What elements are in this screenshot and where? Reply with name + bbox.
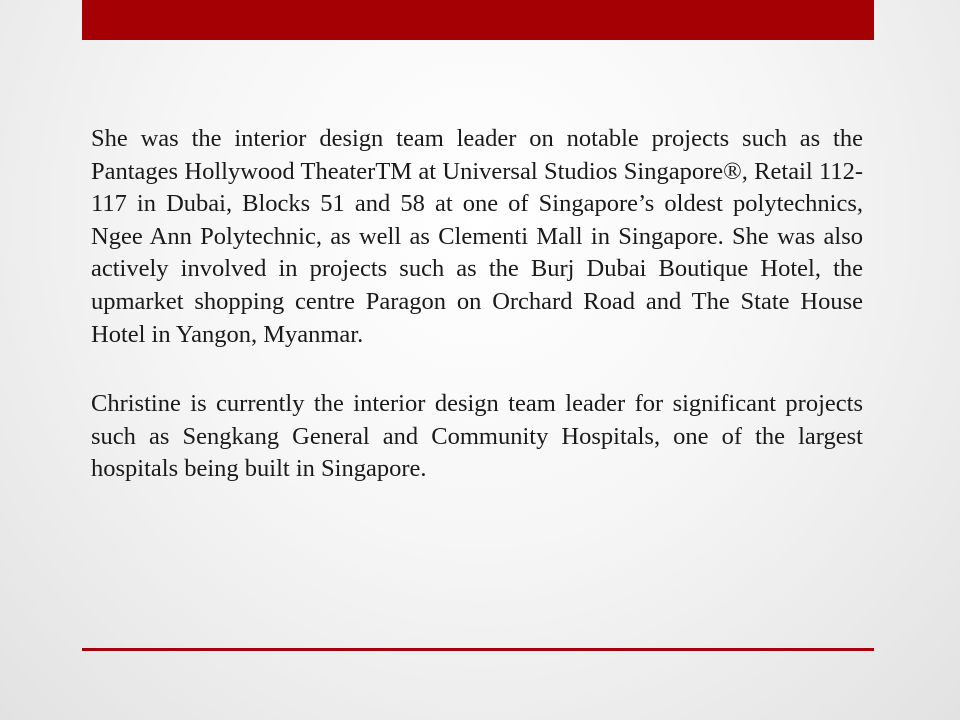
top-accent-bar: [82, 0, 874, 40]
slide-body: [91, 123, 863, 486]
paragraph-projects: She was the interior design team leader on notable projects such as the Pantages Hollywood TheaterTM at Universal Studios Singapore®, Retail 112-117 in Dubai, Blocks 51 and 58 at one of Singapore’s oldest polytechnics, Ngee Ann Polytechnic, as well as Clementi Mall in Singapore. She was also actively involved in projects such as the Burj Dubai Boutique Hotel, the upmarket shopping centre Paragon on Orchard Road and The State House Hotel in Yangon, Myanmar.: [91, 125, 863, 348]
bottom-accent-rule: [82, 648, 874, 651]
paragraph-current-role: Christine is currently the interior design team leader for significant projects such as Sengkang General and Community Hospitals, one of the largest hospitals being built in Singapore.: [91, 390, 863, 483]
